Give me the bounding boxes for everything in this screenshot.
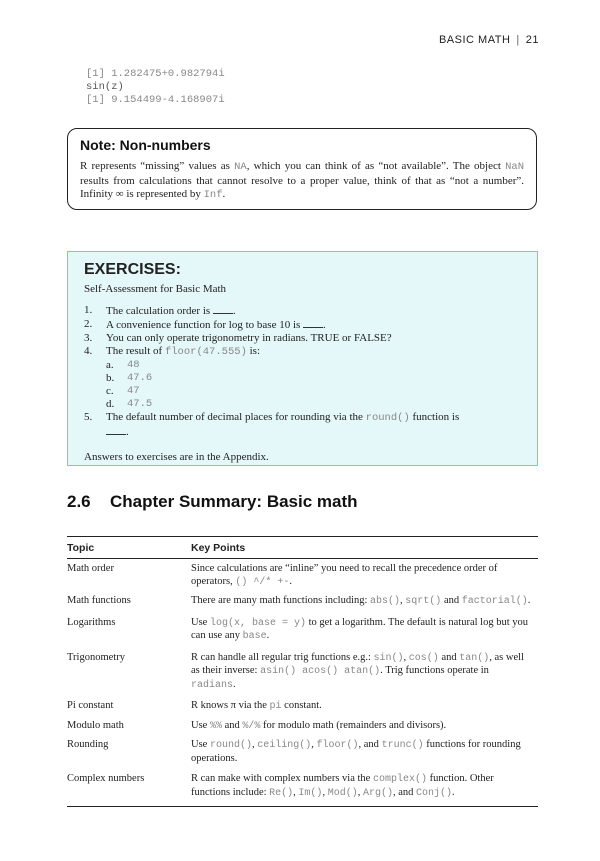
- row-topic: Complex numbers: [67, 773, 145, 784]
- point-text: and: [441, 595, 462, 606]
- note-code: Inf: [203, 189, 223, 201]
- exercise-punct: .: [232, 305, 236, 317]
- point-code: Mod(): [327, 787, 358, 799]
- point-text: functions for rounding operations.: [191, 739, 521, 764]
- exercise-punct: .: [323, 319, 326, 331]
- point-text: , as well as their inverse:: [191, 651, 524, 676]
- point-code: cos(): [408, 652, 439, 664]
- point-text: .: [452, 786, 455, 798]
- page-number: 21: [525, 34, 539, 46]
- point-code: sqrt(): [405, 596, 442, 607]
- exercise-text: [106, 345, 521, 359]
- row-points: [191, 595, 538, 609]
- row-points: [191, 617, 538, 644]
- point-text: .: [289, 575, 292, 587]
- point-code: asin() acos() atan(): [260, 666, 381, 677]
- point-code: Im(): [298, 787, 323, 799]
- point-code: log(x, base = y): [209, 617, 306, 629]
- point-code: Arg(): [362, 787, 393, 799]
- point-text: R knows π via the: [191, 700, 270, 711]
- table-row: [67, 617, 538, 644]
- code-line: sin(z): [86, 81, 124, 93]
- point-text: to get a logarithm. The default is natural log but you can use any: [191, 616, 528, 641]
- answer-blank: [303, 318, 323, 328]
- option-value: 47: [127, 385, 140, 397]
- point-text: ,: [357, 786, 363, 798]
- option-value: 47.5: [127, 398, 153, 410]
- code-line: [1] 1.282475+0.982794i: [86, 68, 225, 80]
- point-text: ,: [311, 739, 317, 750]
- table-row: [67, 720, 538, 734]
- row-topic: Modulo math: [67, 719, 124, 731]
- section-heading: [67, 492, 358, 512]
- exercise-question: You can only operate trigonometry in radians. TRUE or FALSE?: [106, 332, 392, 344]
- note-text: .: [222, 188, 226, 200]
- row-points: [191, 652, 538, 693]
- table-row: [67, 739, 538, 765]
- point-text: .: [266, 630, 270, 641]
- exercise-text: [106, 411, 521, 439]
- row-topic: Rounding: [67, 739, 109, 750]
- exercises-box: [67, 251, 538, 466]
- point-code: Re(): [269, 787, 294, 799]
- exercise-number: 2.: [84, 318, 93, 330]
- point-text: .: [527, 595, 531, 606]
- running-head: [439, 34, 539, 46]
- running-head-section: BASIC MATH: [438, 34, 511, 46]
- note-text: , which you can think of as “not available”. The object: [246, 160, 506, 172]
- header-key-points: Key Points: [191, 542, 246, 554]
- point-text: Use: [191, 616, 210, 628]
- exercise-option: [84, 398, 521, 411]
- exercise-number: 5.: [84, 411, 93, 423]
- section-number: 2.6: [67, 492, 91, 511]
- row-topic: Trigonometry: [67, 651, 125, 663]
- exercise-list: [84, 304, 521, 439]
- exercise-item: [84, 411, 521, 439]
- row-topic: Logarithms: [67, 616, 116, 628]
- exercise-question: A convenience function for log to base 10 is: [106, 319, 301, 331]
- point-text: ,: [293, 786, 299, 798]
- point-code: sin(): [373, 652, 404, 664]
- exercise-question: The result of: [106, 345, 165, 357]
- point-text: Since calculations are “inline” you need to recall the precedence order of operators,: [191, 563, 498, 587]
- option-letter: c.: [106, 385, 114, 397]
- point-text: , and: [392, 786, 417, 798]
- exercise-item: [84, 345, 521, 359]
- point-text: constant.: [281, 700, 322, 711]
- point-code: ceiling(): [257, 740, 312, 751]
- note-body: [80, 160, 524, 203]
- exercise-item: [84, 318, 521, 332]
- exercise-question: function is: [409, 411, 460, 423]
- point-code: %/%: [242, 720, 261, 732]
- exercise-question: is:: [246, 345, 261, 357]
- note-box: [67, 128, 537, 210]
- exercise-item: [84, 304, 521, 318]
- exercise-question: The calculation order is: [106, 305, 211, 317]
- point-code: () ^/* +-: [235, 576, 290, 588]
- point-text: ,: [400, 595, 406, 606]
- point-code: radians: [191, 679, 234, 691]
- point-text: function. Other functions include:: [191, 773, 494, 798]
- exercise-text: [106, 304, 521, 318]
- note-code: NaN: [505, 161, 525, 173]
- point-text: .: [233, 678, 236, 690]
- exercise-option: [84, 385, 521, 398]
- exercise-code: floor(47.555): [164, 346, 247, 358]
- answers-note: Answers to exercises are in the Appendix.: [84, 451, 269, 463]
- row-points: [191, 700, 538, 714]
- code-line: [1] 9.154499-4.168907i: [86, 94, 225, 106]
- running-head-separator: |: [516, 34, 520, 46]
- point-text: Use: [191, 739, 210, 750]
- exercise-option: [84, 359, 521, 372]
- point-text: and: [221, 719, 243, 731]
- point-code: base: [242, 631, 267, 642]
- point-code: tan(): [459, 652, 490, 664]
- point-code: complex(): [372, 774, 427, 785]
- exercises-subtitle: Self-Assessment for Basic Math: [84, 283, 227, 295]
- point-code: factorial(): [461, 596, 528, 607]
- point-code: floor(): [316, 740, 359, 751]
- option-letter: a.: [106, 359, 114, 371]
- table-row: [67, 563, 538, 589]
- point-text: ,: [322, 786, 328, 798]
- point-code: abs(): [370, 596, 401, 607]
- header-topic: Topic: [67, 542, 95, 554]
- exercise-text: [106, 318, 521, 332]
- table-header: [67, 537, 538, 559]
- exercises-title: EXERCISES:: [84, 261, 181, 278]
- point-text: . Trig functions operate in: [380, 665, 489, 676]
- code-block: [86, 68, 225, 107]
- summary-table: [67, 536, 538, 807]
- point-text: , and: [358, 739, 382, 750]
- row-points: [191, 563, 538, 589]
- point-code: pi: [269, 701, 282, 712]
- point-text: Use: [191, 719, 210, 731]
- row-topic: Pi constant: [67, 700, 114, 711]
- exercise-number: 4.: [84, 345, 93, 357]
- exercise-question: The default number of decimal places for rounding via the: [106, 411, 366, 423]
- exercise-option: [84, 372, 521, 385]
- exercise-number: 1.: [84, 304, 93, 316]
- point-code: trunc(): [381, 740, 424, 751]
- table-row: [67, 652, 538, 693]
- point-code: round(): [209, 740, 252, 751]
- point-text: There are many math functions including:: [191, 595, 371, 606]
- exercise-number: 3.: [84, 332, 93, 344]
- note-text: results from calculations that cannot resolve to a proper value, think of that as “not a number”. Infinity ∞ is represented by: [80, 174, 524, 200]
- option-value: 47.6: [127, 372, 153, 384]
- option-letter: b.: [106, 372, 115, 384]
- exercise-punct: .: [126, 426, 129, 438]
- table-row: [67, 700, 538, 714]
- option-letter: d.: [106, 398, 115, 410]
- note-text: R represents “missing” values as: [80, 160, 235, 172]
- point-text: for modulo math (remainders and divisors).: [260, 719, 447, 731]
- table-row: [67, 773, 538, 800]
- table-body: [67, 559, 538, 806]
- note-code: NA: [234, 161, 247, 173]
- row-topic: Math functions: [67, 595, 131, 606]
- row-points: [191, 773, 538, 800]
- table-row: [67, 595, 538, 609]
- exercise-code: round(): [365, 412, 410, 424]
- option-value: 48: [127, 359, 140, 371]
- point-text: ,: [251, 739, 258, 750]
- answer-blank: [213, 304, 233, 314]
- point-code: %%: [209, 720, 222, 732]
- row-points: [191, 720, 538, 734]
- section-title: Chapter Summary: Basic math: [110, 492, 358, 511]
- point-text: ,: [403, 651, 409, 663]
- row-points: [191, 739, 538, 765]
- exercise-item: [84, 332, 521, 345]
- point-text: R can handle all regular trig functions e.g.:: [191, 651, 374, 663]
- point-text: R can make with complex numbers via the: [191, 773, 373, 784]
- row-topic: Math order: [67, 563, 114, 574]
- answer-blank: [106, 425, 126, 435]
- point-code: Conj(): [416, 787, 453, 799]
- point-text: and: [438, 651, 460, 663]
- note-title: Note: Non-numbers: [80, 137, 211, 153]
